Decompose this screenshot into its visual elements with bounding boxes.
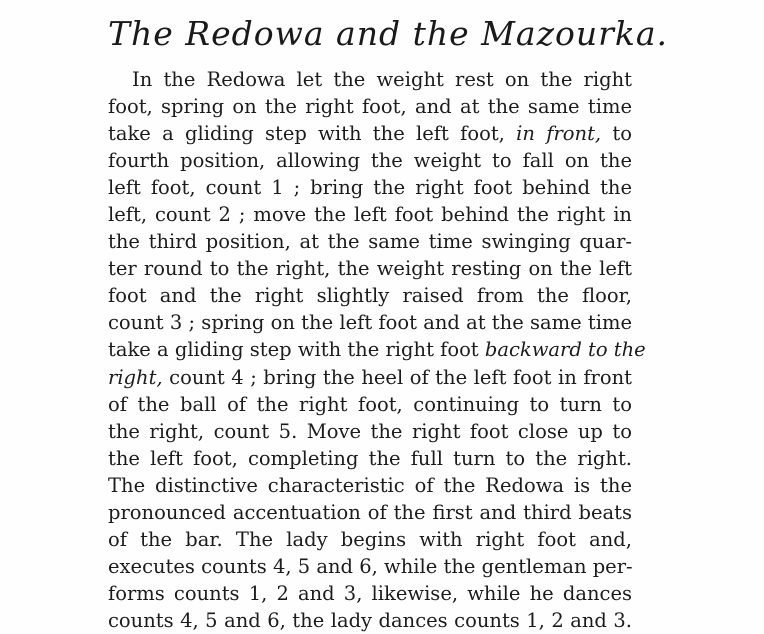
- text-line: The distinctive characteristic of the Redowa is the: [108, 473, 632, 497]
- text-line: right, count 4 ; bring the heel of the left foot in front: [108, 365, 632, 389]
- text-line: of the bar. The lady begins with right foot and,: [108, 527, 632, 551]
- text-line: In the Redowa let the weight rest on the right: [132, 68, 632, 91]
- text-line: foot and the right slightly raised from the floor,: [108, 284, 632, 308]
- text-line: pronounced accentuation of the first and third beats: [108, 500, 632, 524]
- body-paragraph: [108, 66, 646, 634]
- text-line: the right, count 5. Move the right foot close up to: [108, 419, 632, 443]
- italic-phrase: in front,: [516, 122, 602, 146]
- section-title: The Redowa and the Mazourka.: [108, 14, 669, 53]
- text-line: left foot, count 1 ; bring the right foot behind the: [108, 176, 632, 200]
- italic-phrase: backward to the: [484, 338, 646, 362]
- text-line: take a gliding step with the left foot, in front, to: [108, 122, 633, 146]
- text-line: forms counts 1, 2 and 3, likewise, while he dances: [108, 581, 632, 605]
- text-line: of the ball of the right foot, continuing to turn to: [108, 392, 632, 416]
- italic-phrase: right,: [108, 365, 163, 389]
- text-line: ter round to the right, the weight resting on the left: [108, 257, 632, 281]
- text-line: executes counts 4, 5 and 6, while the gentleman per-: [108, 554, 633, 578]
- text-line: fourth position, allowing the weight to fall on the: [108, 149, 632, 173]
- text-line: the third position, at the same time swinging quar-: [108, 230, 632, 254]
- text-line: count 3 ; spring on the left foot and at the same time: [108, 311, 632, 335]
- text-line: foot, spring on the right foot, and at the same time: [108, 95, 632, 119]
- text-line: left, count 2 ; move the left foot behind the right in: [108, 203, 632, 227]
- text-line: counts 4, 5 and 6, the lady dances counts 1, 2 and 3.: [108, 608, 632, 632]
- text-line: take a gliding step with the right foot backward to the: [108, 338, 646, 362]
- text-line: the left foot, completing the full turn to the right.: [108, 446, 632, 470]
